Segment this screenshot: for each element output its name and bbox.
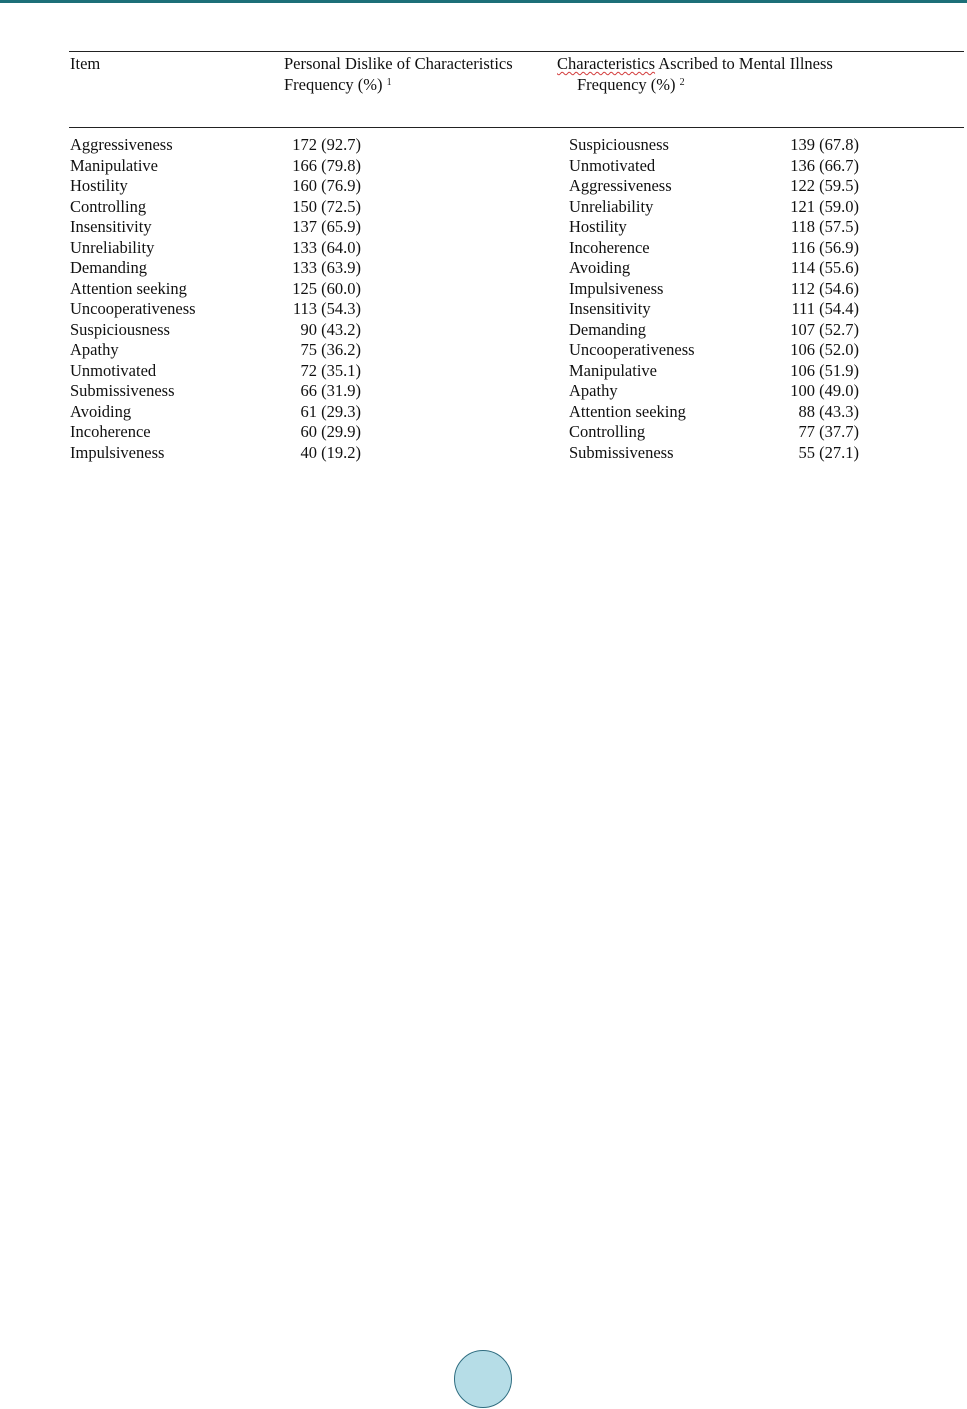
row-item-ascribed: Uncooperativeness xyxy=(569,340,695,359)
row-item-ascribed: Hostility xyxy=(569,217,627,236)
row-item-dislike: Apathy xyxy=(70,340,119,359)
table-row xyxy=(69,258,964,279)
row-item-dislike: Uncooperativeness xyxy=(70,299,196,318)
row-item-ascribed: Demanding xyxy=(569,319,646,339)
row-item-ascribed: Apathy xyxy=(569,381,618,400)
header-ascribed-frequency: Frequency (%) xyxy=(577,74,676,94)
row-dislike-frequency: 172 (92.7) xyxy=(292,135,361,154)
table-row xyxy=(69,238,964,259)
table-row xyxy=(69,217,964,238)
table-row xyxy=(69,176,964,197)
row-item-ascribed: Impulsiveness xyxy=(569,278,664,298)
header-ascribed-footnote: 2 xyxy=(679,76,685,88)
table-header-rule xyxy=(69,127,964,128)
row-dislike-frequency: 150 (72.5) xyxy=(292,196,361,216)
row-dislike-frequency: 125 (60.0) xyxy=(292,278,361,298)
header-item-label: Item xyxy=(70,54,101,73)
page-top-rule xyxy=(0,0,967,3)
row-item-dislike: Unmotivated xyxy=(70,360,157,380)
row-item-dislike: Avoiding xyxy=(70,401,132,421)
row-item-dislike: Unreliability xyxy=(70,237,155,257)
row-dislike-frequency: 90 (43.2) xyxy=(300,319,361,339)
table-row xyxy=(69,279,964,300)
table-row xyxy=(69,135,964,156)
row-ascribed-frequency: 106 (52.0) xyxy=(790,340,859,359)
table-row xyxy=(69,402,964,423)
row-dislike-frequency: 75 (36.2) xyxy=(300,340,361,359)
row-item-dislike: Submissiveness xyxy=(70,381,175,400)
row-ascribed-frequency: 121 (59.0) xyxy=(790,196,859,216)
row-item-ascribed: Incoherence xyxy=(569,237,650,257)
table-row xyxy=(69,443,964,464)
header-dislike-title: Personal Dislike of Characteristics xyxy=(284,54,513,73)
row-dislike-frequency: 60 (29.9) xyxy=(300,422,361,441)
row-ascribed-frequency: 55 (27.1) xyxy=(798,442,859,462)
header-dislike-footnote: 1 xyxy=(386,76,392,88)
row-item-dislike: Insensitivity xyxy=(70,217,152,236)
row-ascribed-frequency: 122 (59.5) xyxy=(790,176,859,195)
row-item-ascribed: Manipulative xyxy=(569,360,657,380)
header-personal-dislike xyxy=(284,54,513,95)
row-item-dislike: Suspiciousness xyxy=(70,319,170,339)
row-item-dislike: Hostility xyxy=(70,176,128,195)
table-row xyxy=(69,320,964,341)
row-ascribed-frequency: 107 (52.7) xyxy=(790,319,859,339)
row-ascribed-frequency: 77 (37.7) xyxy=(798,422,859,441)
row-dislike-frequency: 72 (35.1) xyxy=(300,360,361,380)
row-item-dislike: Demanding xyxy=(70,258,147,277)
header-ascribed-word-spellcheck: Characteristics xyxy=(557,54,656,73)
table-row xyxy=(69,340,964,361)
row-item-ascribed: Unmotivated xyxy=(569,155,656,175)
row-item-ascribed: Attention seeking xyxy=(569,401,686,421)
row-ascribed-frequency: 88 (43.3) xyxy=(798,401,859,421)
row-dislike-frequency: 133 (63.9) xyxy=(292,258,361,277)
row-item-ascribed: Suspiciousness xyxy=(569,135,669,154)
row-dislike-frequency: 137 (65.9) xyxy=(292,217,361,236)
table-row xyxy=(69,361,964,382)
row-item-dislike: Aggressiveness xyxy=(70,135,173,154)
row-item-dislike: Impulsiveness xyxy=(70,442,165,462)
header-ascribed-mental-illness xyxy=(557,54,833,95)
row-item-ascribed: Aggressiveness xyxy=(569,176,672,195)
row-ascribed-frequency: 114 (55.6) xyxy=(790,258,859,277)
row-dislike-frequency: 133 (64.0) xyxy=(292,237,361,257)
row-dislike-frequency: 113 (54.3) xyxy=(292,299,361,318)
header-ascribed-title-rest: Ascribed to Mental Illness xyxy=(655,54,833,73)
row-item-ascribed: Unreliability xyxy=(569,196,654,216)
row-item-dislike: Controlling xyxy=(70,196,147,216)
row-dislike-frequency: 61 (29.3) xyxy=(300,401,361,421)
table-row xyxy=(69,422,964,443)
row-ascribed-frequency: 116 (56.9) xyxy=(790,237,859,257)
row-dislike-frequency: 166 (79.8) xyxy=(292,155,361,175)
row-dislike-frequency: 66 (31.9) xyxy=(300,381,361,400)
row-ascribed-frequency: 118 (57.5) xyxy=(790,217,859,236)
table-row xyxy=(69,299,964,320)
row-ascribed-frequency: 112 (54.6) xyxy=(790,278,859,298)
table-row xyxy=(69,381,964,402)
row-item-ascribed: Insensitivity xyxy=(569,299,651,318)
page-number-badge xyxy=(454,1350,512,1408)
row-item-dislike: Manipulative xyxy=(70,155,158,175)
row-item-ascribed: Avoiding xyxy=(569,258,631,277)
header-dislike-frequency: Frequency (%) xyxy=(284,74,383,94)
row-ascribed-frequency: 139 (67.8) xyxy=(790,135,859,154)
row-item-dislike: Attention seeking xyxy=(70,278,187,298)
table-row xyxy=(69,156,964,177)
row-ascribed-frequency: 106 (51.9) xyxy=(790,360,859,380)
row-dislike-frequency: 160 (76.9) xyxy=(292,176,361,195)
row-item-ascribed: Controlling xyxy=(569,422,646,441)
header-item xyxy=(70,54,100,75)
row-ascribed-frequency: 111 (54.4) xyxy=(791,299,859,318)
table-row xyxy=(69,197,964,218)
row-ascribed-frequency: 136 (66.7) xyxy=(790,155,859,175)
table-body xyxy=(69,135,964,463)
table-top-rule xyxy=(69,51,964,52)
row-item-dislike: Incoherence xyxy=(70,422,151,441)
row-item-ascribed: Submissiveness xyxy=(569,442,674,462)
row-dislike-frequency: 40 (19.2) xyxy=(300,442,361,462)
row-ascribed-frequency: 100 (49.0) xyxy=(790,381,859,400)
